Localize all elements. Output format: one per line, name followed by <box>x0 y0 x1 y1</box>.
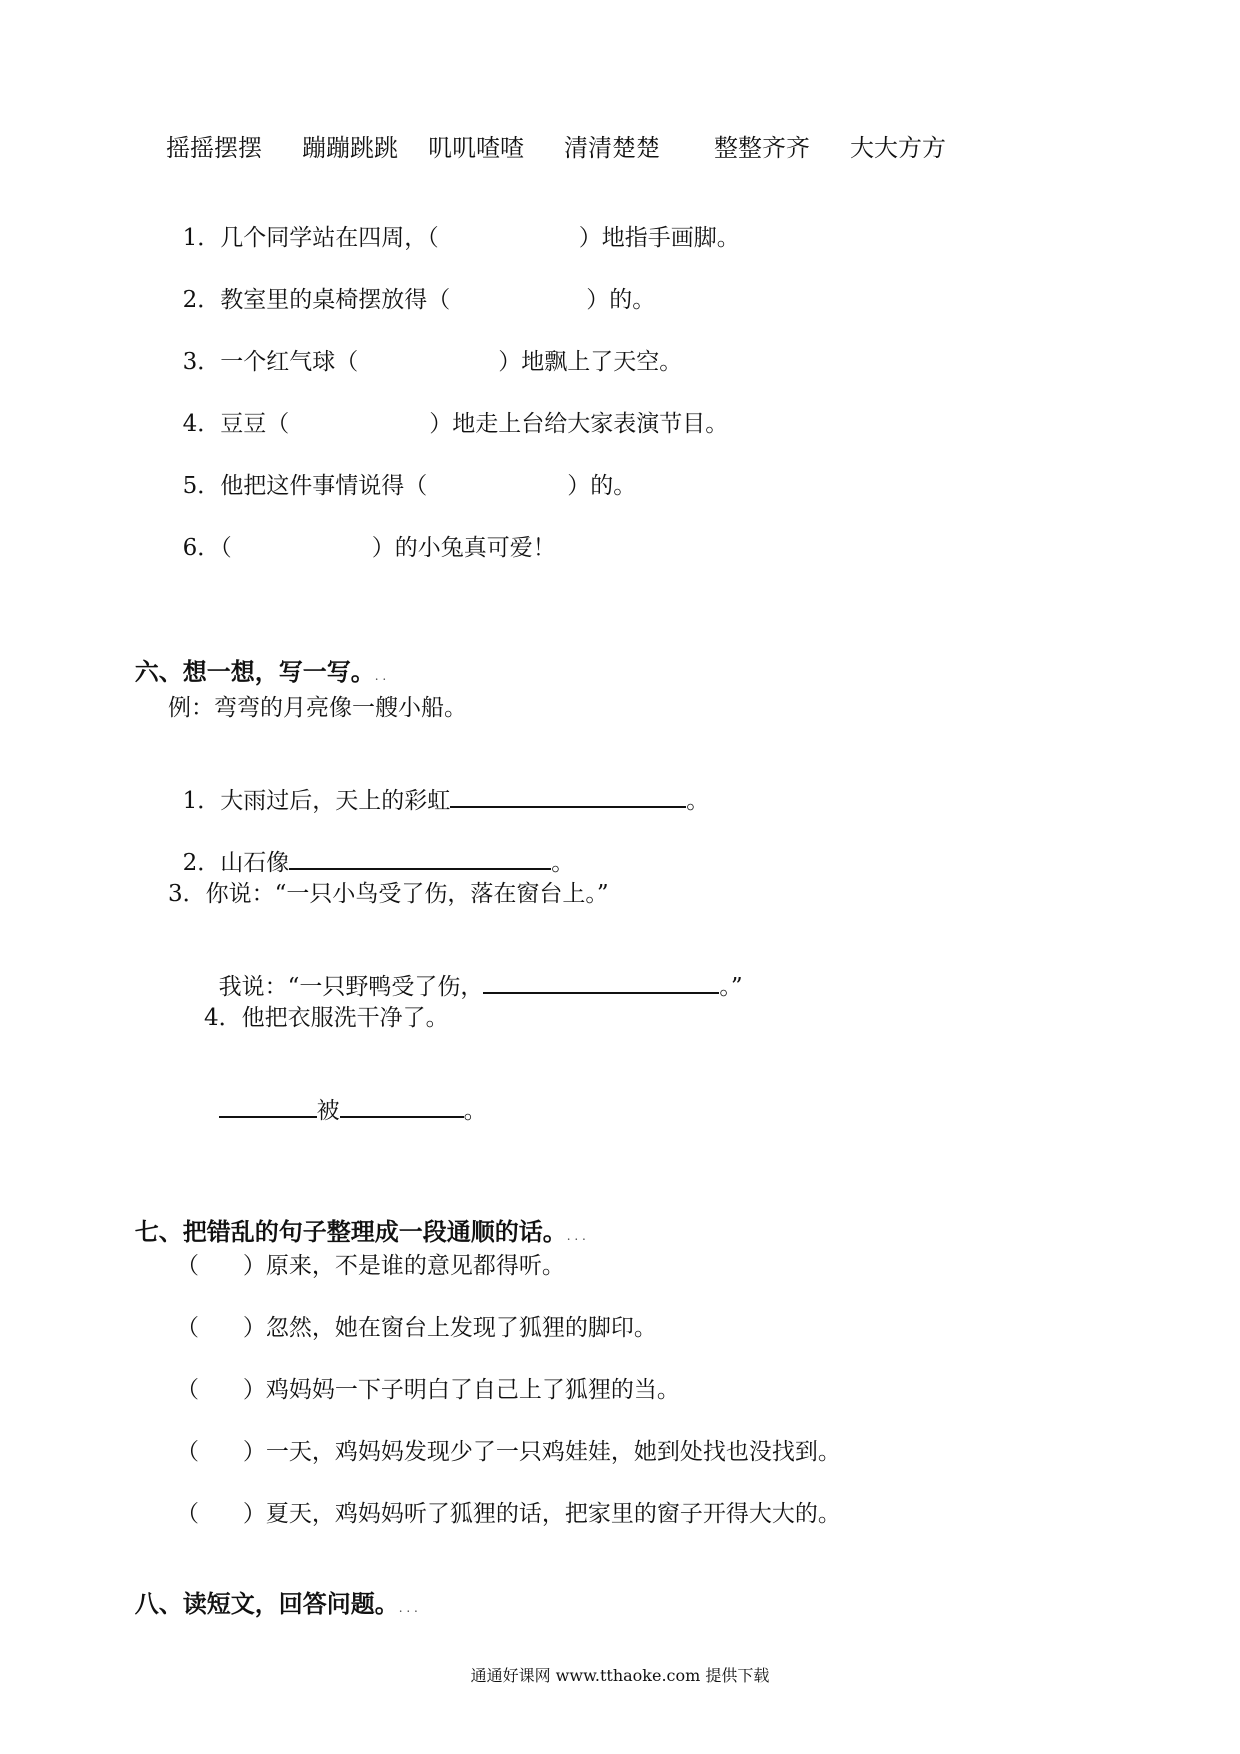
page-footer: 通通好课网 www.tthaoke.com 提供下载 <box>470 1666 770 1685</box>
fill-item <box>168 258 655 314</box>
section-eight-title <box>118 1562 418 1622</box>
word-bank-item: 整整齐齐 <box>714 134 810 162</box>
example-sentence: 例：弯弯的月亮像一艘小船。 <box>168 695 467 721</box>
item-text: 我说：“一只野鸭受了伤， <box>218 974 484 1000</box>
word-bank-item: 蹦蹦跳跳 <box>302 134 398 162</box>
word-bank-item: 清清楚楚 <box>564 134 660 162</box>
item-text: ）地飘上了天空。 <box>498 349 683 375</box>
fill-item <box>168 506 556 562</box>
item-text: 。 <box>463 1098 487 1124</box>
fill-item <box>168 382 728 438</box>
item-text: ）地指手画脚。 <box>578 225 740 251</box>
title-text: 八、读短文，回答问题。 <box>134 1589 399 1618</box>
answer-line[interactable] <box>340 1094 464 1118</box>
item-text: 。 <box>686 788 710 814</box>
item-text: 4．豆豆（ <box>182 411 290 437</box>
title-text: 七、把错乱的句子整理成一段通顺的话。 <box>134 1217 567 1246</box>
fill-item <box>168 320 682 376</box>
section-seven-title <box>118 1190 586 1250</box>
write-item-2 <box>168 818 574 877</box>
answer-line[interactable] <box>450 784 686 808</box>
item-text: 2．山石像 <box>182 850 290 876</box>
write-item-3-reply <box>204 942 743 1001</box>
fill-item <box>168 444 636 500</box>
item-text: ）的。 <box>586 287 656 313</box>
item-text: ）的。 <box>567 473 637 499</box>
item-text: 5．他把这件事情说得（ <box>182 473 428 499</box>
title-trail: . . . <box>398 1601 418 1615</box>
answer-line[interactable] <box>289 846 551 870</box>
title-trail: . . <box>374 669 387 683</box>
item-text: 1．几个同学站在四周，（ <box>182 225 439 251</box>
answer-line[interactable] <box>483 970 719 994</box>
write-item-1 <box>168 756 709 815</box>
item-text: 。” <box>719 974 743 1000</box>
item-text: 被 <box>316 1098 340 1124</box>
item-text: 3．一个红气球（ <box>182 349 359 375</box>
word-bank-item: 大大方方 <box>850 134 946 162</box>
fill-item <box>168 196 740 252</box>
write-item-4: 4．他把衣服洗干净了。 <box>204 1005 449 1031</box>
word-bank-item: 摇摇摆摆 <box>166 134 262 162</box>
answer-line[interactable] <box>219 1094 317 1118</box>
order-item[interactable]: （ ）原来，不是谁的意见都得听。 <box>176 1253 565 1279</box>
section-six-title <box>118 630 386 690</box>
order-item[interactable]: （ ）忽然，她在窗台上发现了狐狸的脚印。 <box>176 1315 657 1341</box>
item-text: 。 <box>551 850 575 876</box>
title-text: 六、想一想，写一写。 <box>134 657 375 686</box>
item-text: ）地走上台给大家表演节目。 <box>429 411 729 437</box>
word-bank-item: 叽叽喳喳 <box>428 134 524 162</box>
write-item-4-answer <box>204 1066 487 1125</box>
order-item[interactable]: （ ）一天，鸡妈妈发现少了一只鸡娃娃，她到处找也没找到。 <box>176 1439 841 1465</box>
order-item[interactable]: （ ）夏天，鸡妈妈听了狐狸的话，把家里的窗子开得大大的。 <box>176 1501 841 1527</box>
item-text: ）的小兔真可爱！ <box>371 535 556 561</box>
title-trail: . . . <box>566 1229 586 1243</box>
item-text: 2．教室里的桌椅摆放得（ <box>182 287 451 313</box>
item-text: 1．大雨过后，天上的彩虹 <box>182 788 451 814</box>
item-text: 6．（ <box>182 535 232 561</box>
write-item-3: 3．你说：“一只小鸟受了伤，落在窗台上。” <box>168 881 609 907</box>
order-item[interactable]: （ ）鸡妈妈一下子明白了自己上了狐狸的当。 <box>176 1377 680 1403</box>
